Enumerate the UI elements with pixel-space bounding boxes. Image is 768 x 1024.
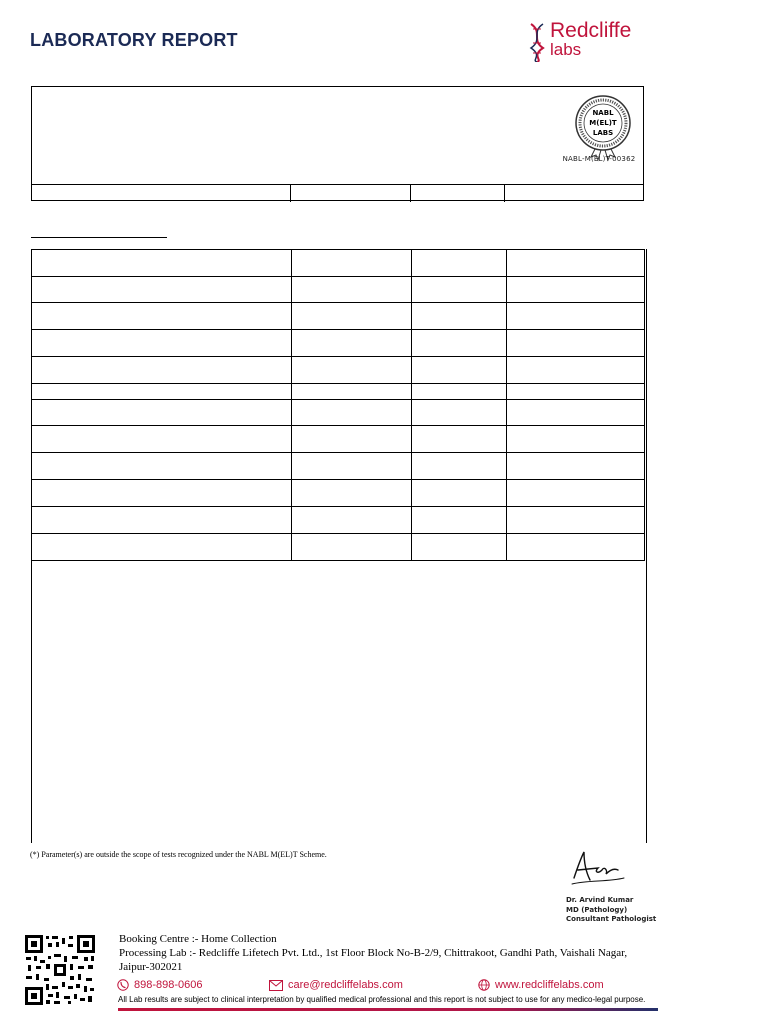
phone-number: 898-898-0606 — [134, 979, 203, 991]
phone-icon — [117, 979, 129, 991]
website-contact[interactable] — [478, 979, 604, 991]
processing-lab-address: Processing Lab :- Redcliffe Lifetech Pvt. Ltd., 1st Floor Block No-B-2/9, Chittrakoot, Gandhi Path, Vaishali Nagar, — [119, 947, 628, 959]
nabl-seal-line-2: M(EL)T — [589, 119, 617, 127]
brand-logo — [528, 18, 658, 68]
table-row — [32, 277, 645, 303]
booking-centre: Booking Centre :- Home Collection — [119, 933, 277, 945]
nabl-seal-line-3: LABS — [592, 129, 614, 137]
signatory-designation: Consultant Pathologist — [566, 915, 657, 923]
website-url: www.redcliffelabs.com — [495, 979, 604, 991]
table-row — [32, 330, 645, 357]
patient-info-box — [31, 86, 644, 201]
email-address: care@redcliffelabs.com — [288, 979, 403, 991]
brand-subname: labs — [550, 40, 582, 59]
signatory-qualification: MD (Pathology) — [566, 905, 628, 914]
globe-icon — [478, 979, 490, 991]
table-row — [32, 384, 645, 400]
phone-contact[interactable] — [117, 979, 203, 991]
table-row — [32, 507, 645, 534]
contact-row — [117, 979, 677, 995]
signature-image — [568, 848, 628, 888]
table-row — [32, 534, 645, 561]
nabl-certificate-number: NABL-M(EL)T-00362 — [562, 155, 636, 163]
info-column-divider — [504, 185, 505, 202]
nabl-seal-line-1: NABL — [592, 109, 614, 117]
table-row — [32, 303, 645, 330]
results-table — [31, 249, 645, 561]
signatory-block — [566, 896, 656, 925]
dna-icon — [528, 22, 546, 62]
patient-info-row — [32, 184, 643, 202]
info-column-divider — [410, 185, 411, 202]
signatory-name: Dr. Arvind Kumar — [566, 896, 634, 904]
legal-disclaimer: All Lab results are subject to clinical interpretation by qualified medical professional and this report is not subject to use for any medico-legal purpose. — [118, 995, 646, 1004]
footer-accent-bar — [118, 1008, 658, 1011]
table-row — [32, 426, 645, 453]
brand-name: Redcliffe — [550, 19, 632, 42]
processing-lab-city: Jaipur-302021 — [119, 961, 183, 973]
table-row — [32, 480, 645, 507]
table-row — [32, 250, 645, 277]
table-row — [32, 357, 645, 384]
info-column-divider — [290, 185, 291, 202]
report-title: LABORATORY REPORT — [30, 30, 238, 50]
table-row — [32, 400, 645, 426]
table-row — [32, 453, 645, 480]
email-contact[interactable] — [269, 979, 403, 991]
footer-address-block — [119, 932, 679, 974]
nabl-scope-note: (*) Parameter(s) are outside the scope of tests recognized under the NABL M(EL)T Scheme. — [30, 850, 327, 859]
qr-code-icon — [24, 934, 96, 1006]
mail-icon — [269, 980, 283, 991]
section-heading-underline — [31, 237, 167, 238]
